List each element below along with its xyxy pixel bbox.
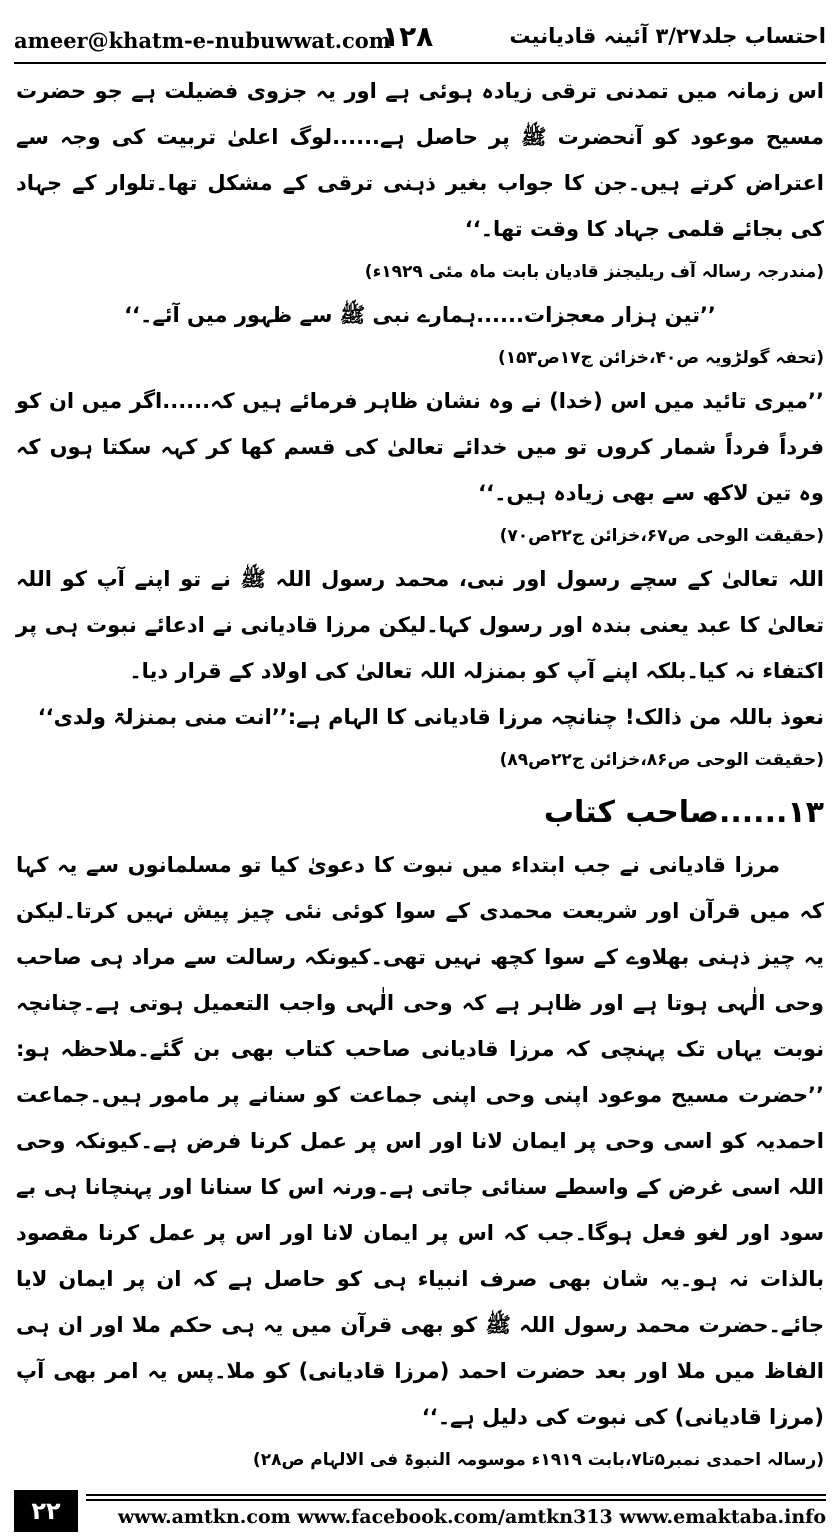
footer-rule-top [86,1494,826,1496]
header-book-title: احتساب جلد۳/۲۷ آئینہ قادیانیت [509,24,826,48]
paragraph-tamaddun: اس زمانہ میں تمدنی ترقی زیادہ ہوئی ہے اور یہ جزوی فضیلت ہے جو حضرت مسیح موعود کو آنحضرت ﷺ پر حاصل ہے......لوگ اعلیٰ تربیت کی وجہ سے اعتراض کرتے ہیں۔جن کا جواب بغیر ذہنی ترقی کے مشکل تھا۔تلوار کے جہاد کی بجائے قلمی جہاد کا وقت تھا۔‘‘ [16,79,824,241]
page-footer [14,1490,826,1534]
footer-rule-bottom [86,1499,826,1501]
paragraph-nishan: ’’میری تائید میں اس (خدا) نے وہ نشان ظاہر فرمائے ہیں کہ......اگر میں ان کو فرداً فرداً شمار کروں تو میں خدائے تعالیٰ کی قسم کھا کر کہہ سکتا ہوں کہ وہ تین لاکھ سے بھی زیادہ ہیں۔‘‘ [16,389,824,505]
paragraph-sahib-e-kitab: مرزا قادیانی نے جب ابتداء میں نبوت کا دعویٰ کیا تو مسلمانوں سے یہ کہا کہ میں قرآن اور شریعت محمدی کے سوا کوئی نئی چیز پیش نہیں کرتا۔لیکن یہ چیز ذہنی بھلاوے کے سوا کچھ نہیں تھی۔کیونکہ رسالت سے مراد ہی صاحب وحی الٰہی ہوتا ہے اور ظاہر ہے کہ وحی الٰہی واجب التعمیل ہوتی ہے۔چنانچہ نوبت یہاں تک پہنچی کہ مرزا قادیانی صاحب کتاب بھی بن گئے۔ملاحظہ ہو: ’’حضرت مسیح موعود اپنی وحی اپنی جماعت کو سنانے پر مامور ہیں۔جماعت احمدیہ کو اسی وحی پر ایمان لانا اور اس پر عمل کرنا فرض ہے۔کیونکہ وحی اللہ اسی غرض کے واسطے سنائی جاتی ہے۔ورنہ اس کا سنانا اور پہنچانا ہی بے سود اور لغو فعل ہوگا۔جب کہ اس پر ایمان لانا اور اس پر عمل کرنا مقصود بالذات نہ ہو۔یہ شان بھی صرف انبیاء ہی کو حاصل ہے کہ ان پر ایمان لایا جائے۔حضرت محمد رسول اللہ ﷺ کو بھی قرآن میں یہ ہی حکم ملا اور ان ہی الفاظ میں ملا اور بعد حضرت احمد (مرزا قادیانی) کو ملا۔پس یہ امر بھی آپ (مرزا قادیانی) کی نبوت کی دلیل ہے۔‘‘ [16,853,824,1429]
citation-haqiqat-ul-wahi-86: (حقیقت الوحی ص۸۶،خزائن ج۲۲ص۸۹) [499,750,824,770]
section-heading-sahib-e-kitab: ۱۳......صاحب کتاب [543,795,824,830]
citation-tohfa-golarwiya: (تحفہ گولڑویہ ص۴۰،خزائن ج۱۷ص۱۵۳) [497,348,824,368]
citation-risala-ahmadi: (رسالہ احمدی نمبر۵تا۷،بابت ۱۹۱۹ء موسومہ النبوۃ فی الالہام ص۲۸) [252,1450,824,1470]
citation-haqiqat-ul-wahi-67: (حقیقت الوحی ص۶۷،خزائن ج۲۲ص۷۰) [499,526,824,546]
footer-page-badge: ۲۲ [14,1490,78,1532]
footer-website-links: www.amtkn.com www.facebook.com/amtkn313 www.emaktaba.info [117,1506,826,1528]
header-page-number: ۱۲۸ [382,20,434,53]
citation-review-of-religions: (مندرجہ رسالہ آف ریلیجنز قادیان بابت ماہ مئی ۱۹۲۹ء) [364,262,824,282]
page-header [14,18,826,62]
paragraph-ilham: نعوذ باللہ من ذالک! چنانچہ مرزا قادیانی کا الہام ہے:’’انت منی بمنزلۃ ولدی‘‘ [37,705,824,729]
quote-teen-hazar-mojizat: ’’تین ہزار معجزات......ہمارے نبی ﷺ سے ظہور میں آئے۔‘‘ [124,303,716,327]
header-divider [14,62,826,64]
page-body [16,68,824,1480]
header-email: ameer@khatm-e-nubuwwat.com [14,28,392,53]
paragraph-abd-rasool: اللہ تعالیٰ کے سچے رسول اور نبی، محمد رسول اللہ ﷺ نے تو اپنے آپ کو اللہ تعالیٰ کا عبد یعنی بندہ اور رسول کہا۔لیکن مرزا قادیانی نے ادعائے نبوت ہی پر اکتفاء نہ کیا۔بلکہ اپنے آپ کو بمنزلہ اللہ تعالیٰ کی اولاد کے قرار دیا۔ [16,567,824,683]
